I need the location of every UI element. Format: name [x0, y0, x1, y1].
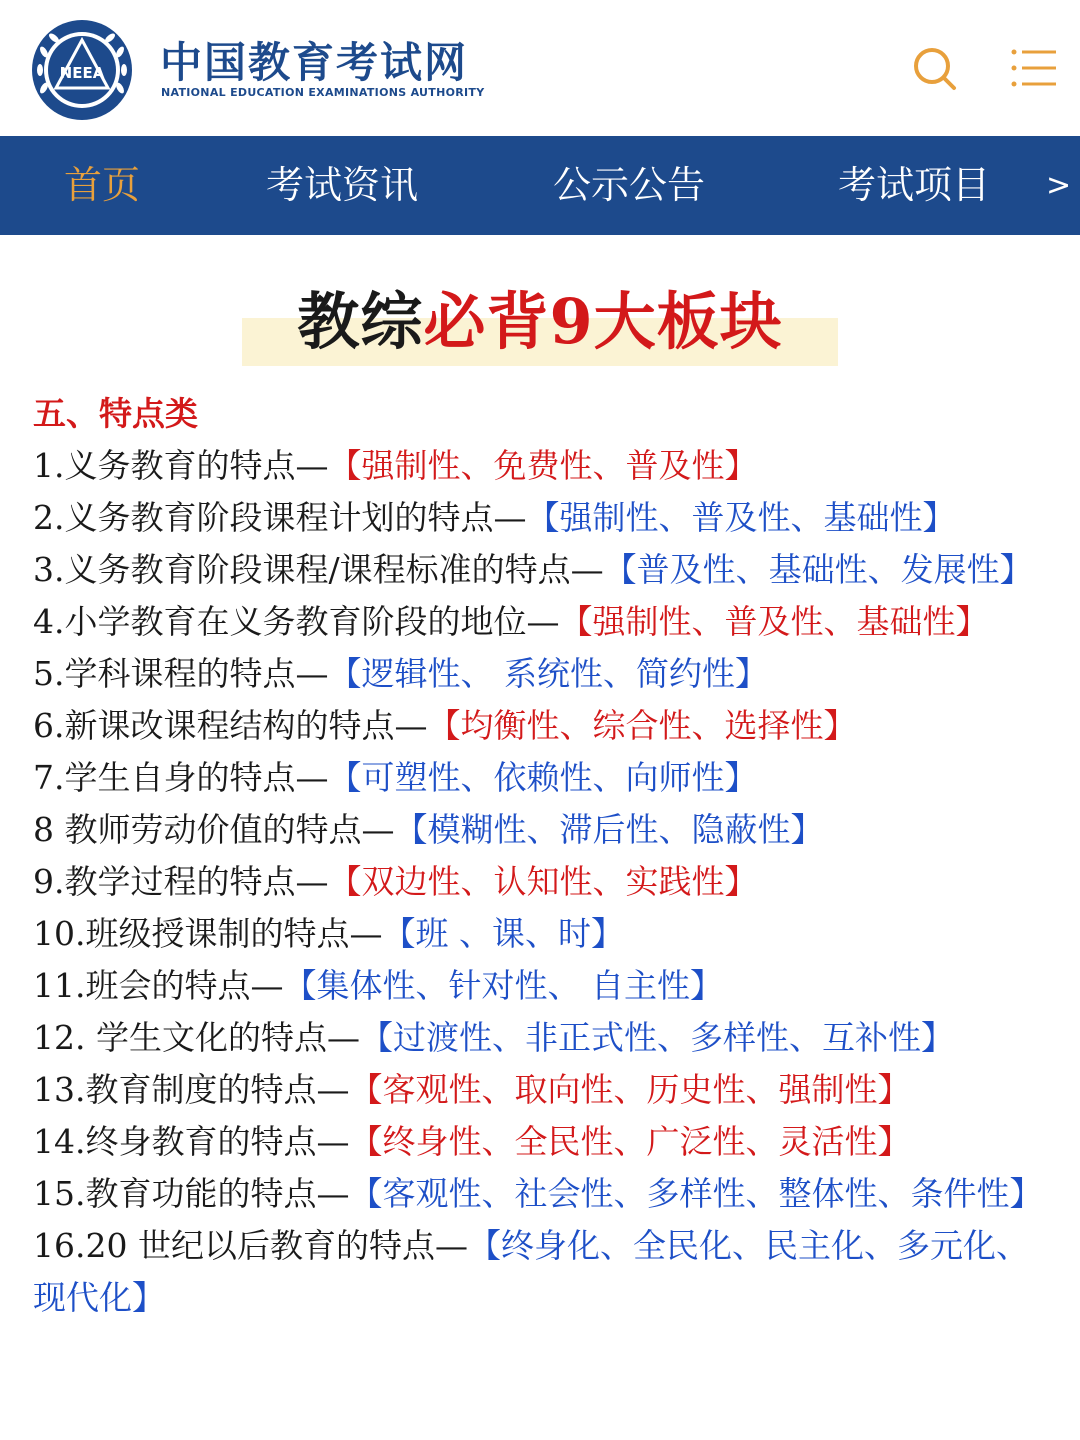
search-button[interactable] [910, 44, 960, 94]
item-answer: 【强制性、普及性、基础性】 [526, 498, 956, 537]
item-question: 16.20 世纪以后教育的特点— [33, 1226, 468, 1265]
item-question: 4.小学教育在义务教育阶段的地位— [33, 602, 560, 641]
item-answer: 【客观性、社会性、多样性、整体性、条件性】 [349, 1174, 1043, 1213]
item-answer: 【逻辑性、 系统性、简约性】 [328, 654, 768, 693]
item-question: 12. 学生文化的特点— [33, 1018, 360, 1057]
item-question: 5.学科课程的特点— [33, 654, 329, 693]
nav-item-announcements[interactable]: 公示公告 [553, 163, 706, 207]
item-answer: 【集体性、针对性、 自主性】 [283, 966, 723, 1005]
item-question: 1.义务教育的特点— [33, 446, 329, 485]
brand-name-cn[interactable]: 中国教育考试网 [160, 38, 469, 87]
list-item [33, 960, 1053, 1012]
title-part-black: 教综 [297, 285, 424, 358]
item-answer: 【可塑性、依赖性、向师性】 [328, 758, 758, 797]
item-answer: 【普及性、基础性、发展性】 [603, 550, 1033, 589]
search-icon [910, 44, 960, 94]
item-question: 15.教育功能的特点— [33, 1174, 350, 1213]
item-question: 3.义务教育阶段课程/课程标准的特点— [33, 550, 604, 589]
item-answer: 【终身性、全民性、广泛性、灵活性】 [349, 1122, 911, 1161]
menu-button[interactable] [1010, 46, 1058, 90]
item-answer: 【终身化、全民化、民主化、多元化、现代化】 [33, 1226, 1029, 1317]
list-item [33, 804, 1053, 856]
item-question: 13.教育制度的特点— [33, 1070, 350, 1109]
nav-item-exam-news[interactable]: 考试资讯 [266, 163, 419, 207]
item-answer: 【过渡性、非正式性、多样性、互补性】 [359, 1018, 954, 1057]
item-question: 10.班级授课制的特点— [33, 914, 383, 953]
list-item [33, 1168, 1053, 1220]
list-item [33, 440, 1053, 492]
item-question: 9.教学过程的特点— [33, 862, 329, 901]
item-question: 8 教师劳动价值的特点— [33, 810, 395, 849]
list-item [33, 752, 1053, 804]
section-heading: 五、特点类 [33, 394, 198, 433]
item-question: 6.新课改课程结构的特点— [33, 706, 428, 745]
list-item [33, 544, 1053, 596]
list-item [33, 908, 1053, 960]
title-part-red: 必背9大板块 [423, 285, 783, 358]
list-item [33, 596, 1053, 648]
list-item [33, 1116, 1053, 1168]
list-item [33, 1064, 1053, 1116]
neea-emblem-icon[interactable] [28, 18, 136, 122]
item-answer: 【强制性、免费性、普及性】 [328, 446, 758, 485]
item-question: 7.学生自身的特点— [33, 758, 329, 797]
item-answer: 【模糊性、滞后性、隐蔽性】 [394, 810, 824, 849]
item-question: 14.终身教育的特点— [33, 1122, 350, 1161]
brand-name-en: NATIONAL EDUCATION EXAMINATIONS AUTHORITY [161, 86, 485, 99]
item-answer: 【班 、课、时】 [382, 914, 624, 953]
list-item [33, 648, 1053, 700]
page-title [0, 282, 1080, 362]
nav-item-exam-projects[interactable]: 考试项目 [838, 163, 991, 207]
nav-more-arrow-icon[interactable]: > [1046, 168, 1072, 203]
svg-text:NEEA: NEEA [59, 64, 105, 82]
site-header [0, 0, 1080, 136]
item-answer: 【均衡性、综合性、选择性】 [427, 706, 857, 745]
list-item [33, 700, 1053, 752]
nav-item-home[interactable]: 首页 [64, 163, 141, 207]
item-question: 11.班会的特点— [33, 966, 284, 1005]
item-answer: 【强制性、普及性、基础性】 [559, 602, 989, 641]
menu-icon [1010, 46, 1058, 90]
content-list [33, 388, 1053, 1324]
list-item [33, 856, 1053, 908]
item-answer: 【双边性、认知性、实践性】 [328, 862, 758, 901]
item-list [33, 440, 1053, 1324]
list-item [33, 1220, 1053, 1324]
item-answer: 【客观性、取向性、历史性、强制性】 [349, 1070, 911, 1109]
main-nav [0, 136, 1080, 235]
item-question: 2.义务教育阶段课程计划的特点— [33, 498, 527, 537]
list-item [33, 1012, 1053, 1064]
list-item [33, 492, 1053, 544]
